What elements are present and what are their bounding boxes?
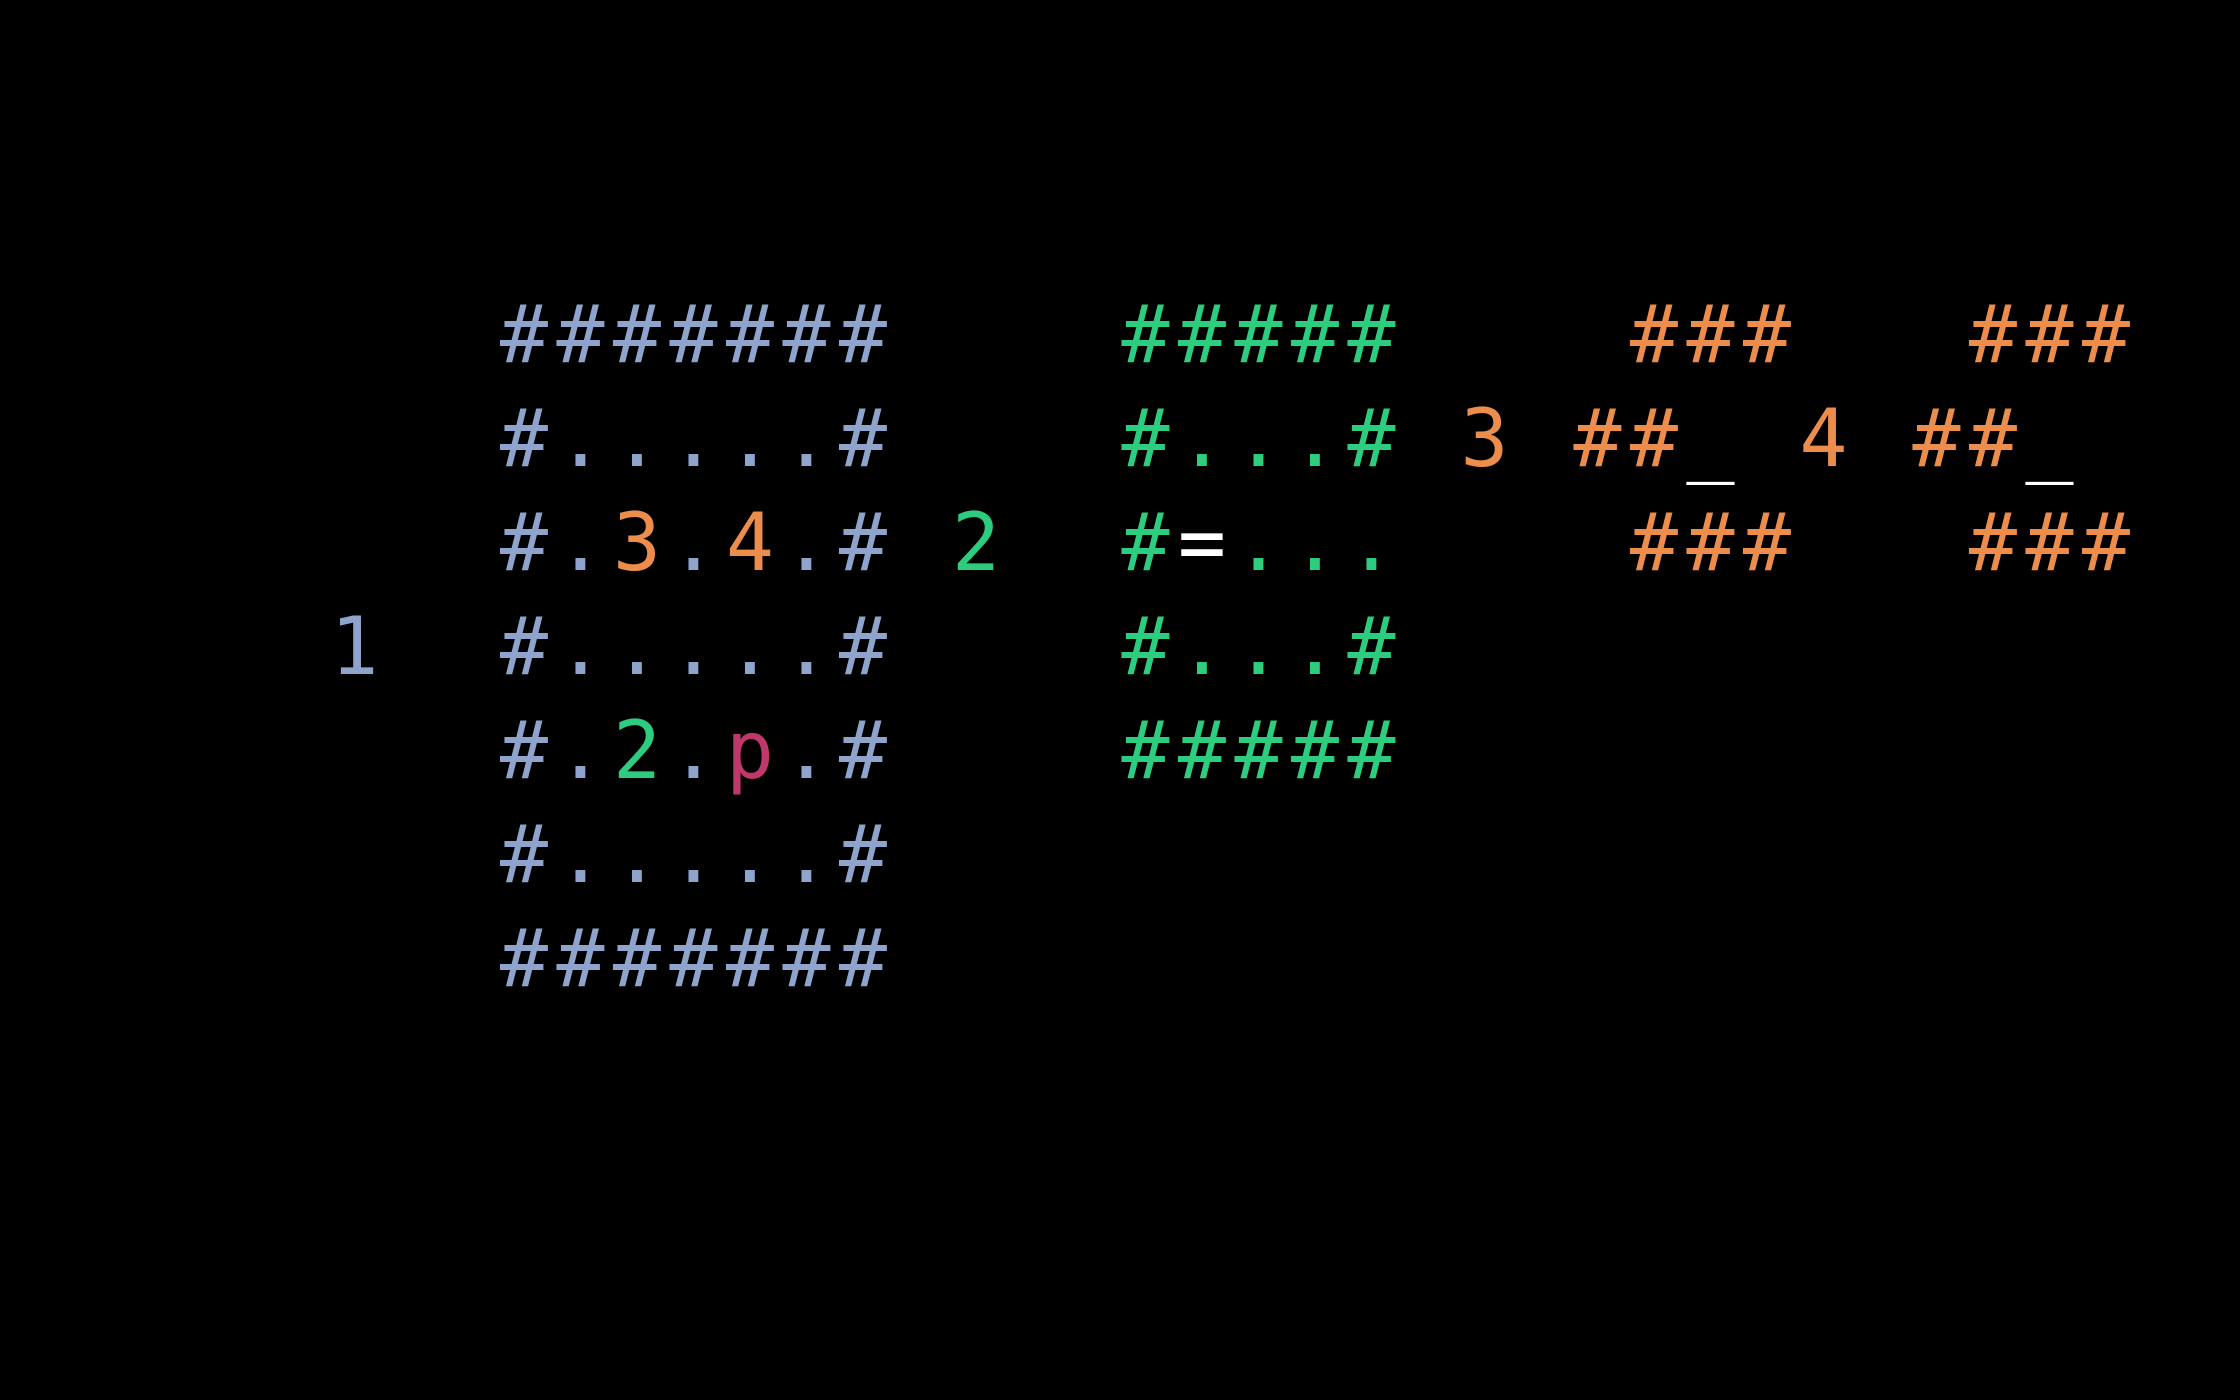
wall-tile: # (1347, 704, 1396, 797)
floor-tile: . (782, 808, 831, 901)
floor-tile: . (556, 600, 605, 693)
floor-tile: . (725, 808, 775, 901)
wall-tile: # (556, 912, 605, 1005)
wall-tile: # (499, 704, 549, 797)
floor-tile: . (1177, 600, 1227, 693)
wall-tile: # (1742, 496, 1792, 589)
wall-tile: # (669, 912, 718, 1005)
player-marker: p (725, 704, 775, 797)
room-marker: 3 (612, 496, 662, 589)
floor-tile: . (1177, 392, 1227, 485)
wall-tile: # (499, 496, 549, 589)
floor-tile: . (669, 392, 718, 485)
room-marker: 4 (1799, 392, 1848, 485)
wall-tile: # (838, 808, 888, 901)
floor-tile: . (556, 808, 605, 901)
room-marker: 2 (612, 704, 662, 797)
floor-tile: . (556, 392, 605, 485)
wall-tile: # (612, 912, 662, 1005)
wall-tile: # (499, 600, 549, 693)
wall-tile: # (1121, 288, 1170, 381)
wall-tile: # (1968, 496, 2018, 589)
wall-tile: # (838, 912, 888, 1005)
floor-tile: . (669, 496, 718, 589)
wall-tile: # (669, 288, 718, 381)
wall-tile: # (1234, 288, 1283, 381)
wall-tile: # (725, 912, 775, 1005)
floor-tile: . (612, 392, 662, 485)
floor-tile: . (725, 600, 775, 693)
door-tile: _ (1686, 392, 1735, 485)
wall-tile: # (1629, 392, 1679, 485)
wall-tile: # (838, 288, 888, 381)
door-tile: _ (2025, 392, 2074, 485)
wall-tile: # (2025, 496, 2074, 589)
wall-tile: # (1347, 600, 1396, 693)
wall-tile: # (838, 704, 888, 797)
floor-tile: . (1290, 600, 1340, 693)
wall-tile: # (499, 912, 549, 1005)
wall-tile: # (782, 288, 831, 381)
floor-tile: . (1290, 496, 1340, 589)
wall-tile: # (1290, 704, 1340, 797)
wall-tile: # (1347, 392, 1396, 485)
floor-tile: . (1290, 392, 1340, 485)
wall-tile: # (499, 288, 549, 381)
wall-tile: # (1121, 704, 1170, 797)
floor-tile: . (782, 392, 831, 485)
wall-tile: # (838, 392, 888, 485)
wall-tile: # (838, 496, 888, 589)
wall-tile: # (1686, 288, 1735, 381)
floor-tile: . (1234, 600, 1283, 693)
wall-tile: # (725, 288, 775, 381)
wall-tile: # (1742, 288, 1792, 381)
wall-tile: # (1686, 496, 1735, 589)
wall-tile: # (838, 600, 888, 693)
room-marker: 4 (725, 496, 775, 589)
floor-tile: . (782, 704, 831, 797)
floor-tile: . (1234, 392, 1283, 485)
room-marker: 2 (951, 496, 1001, 589)
wall-tile: # (1968, 288, 2018, 381)
floor-tile: . (612, 600, 662, 693)
wall-tile: # (1290, 288, 1340, 381)
floor-tile: . (556, 704, 605, 797)
wall-tile: # (1968, 392, 2018, 485)
wall-tile: # (499, 392, 549, 485)
wall-tile: # (1121, 600, 1170, 693)
floor-tile: . (669, 808, 718, 901)
wall-tile: # (782, 912, 831, 1005)
wall-tile: # (612, 288, 662, 381)
wall-tile: # (2081, 496, 2131, 589)
floor-tile: . (782, 600, 831, 693)
wall-tile: # (1573, 392, 1622, 485)
wall-tile: # (1177, 704, 1227, 797)
door-tile: = (1177, 496, 1227, 589)
floor-tile: . (556, 496, 605, 589)
floor-tile: . (612, 808, 662, 901)
wall-tile: # (1629, 288, 1679, 381)
wall-tile: # (1121, 496, 1170, 589)
wall-tile: # (2081, 288, 2131, 381)
floor-tile: . (782, 496, 831, 589)
wall-tile: # (499, 808, 549, 901)
room-marker: 3 (1460, 392, 1509, 485)
floor-tile: . (725, 392, 775, 485)
floor-tile: . (669, 704, 718, 797)
wall-tile: # (1629, 496, 1679, 589)
floor-tile: . (1234, 496, 1283, 589)
wall-tile: # (2025, 288, 2074, 381)
floor-tile: . (669, 600, 718, 693)
wall-tile: # (1912, 392, 1961, 485)
wall-tile: # (1234, 704, 1283, 797)
wall-tile: # (1347, 288, 1396, 381)
floor-tile: . (1347, 496, 1396, 589)
wall-tile: # (1177, 288, 1227, 381)
room-marker: 1 (330, 600, 379, 693)
wall-tile: # (556, 288, 605, 381)
wall-tile: # (1121, 392, 1170, 485)
